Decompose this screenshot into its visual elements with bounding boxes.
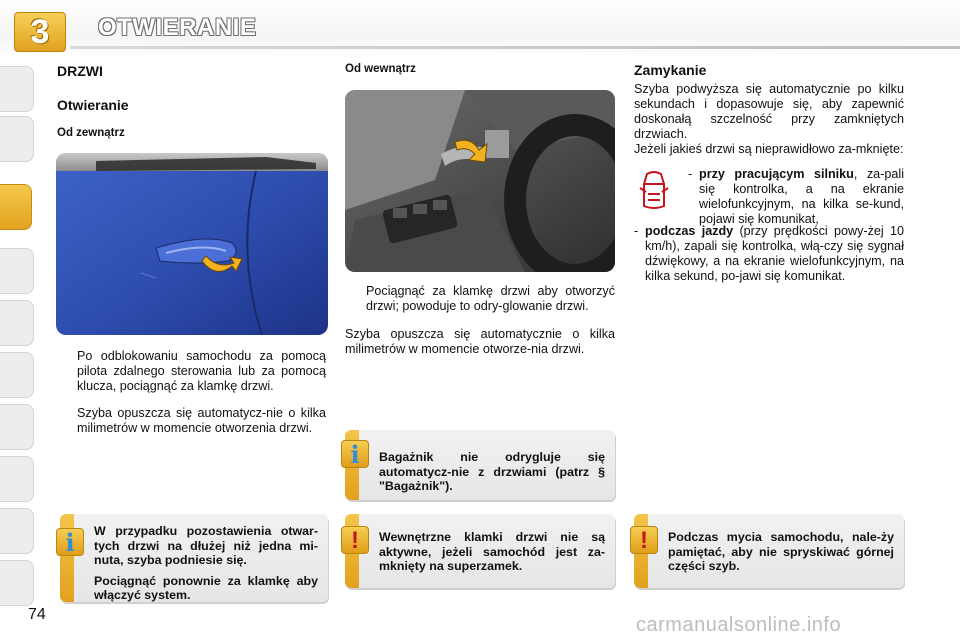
chapter-tab-9[interactable]	[0, 508, 34, 554]
outside-bullet	[77, 349, 326, 394]
closing-item-engine	[688, 167, 904, 227]
exterior-door-handle-photo	[56, 153, 328, 335]
closing-item-engine-bold: przy pracującym silniku	[699, 167, 854, 181]
chapter-tab-5[interactable]	[0, 300, 34, 346]
closing-title: Zamykanie	[634, 62, 707, 78]
info-note-window-text	[94, 524, 318, 603]
chapter-tab-1[interactable]	[0, 66, 34, 112]
warning-icon: !	[341, 526, 369, 554]
warning-note-washing-text: Podczas mycia samochodu, nale-ży pamiętać, aby nie spryskiwać górnej części szyb.	[668, 530, 894, 573]
warning-note-handles	[345, 514, 615, 588]
info-icon: i	[56, 528, 84, 556]
dash-bullet: -	[688, 167, 693, 181]
inside-bullet	[366, 284, 615, 314]
chapter-tab-4[interactable]	[0, 248, 34, 294]
chapter-tab-10[interactable]	[0, 560, 34, 606]
info-note-window-p2: Pociągnąć ponownie za klamkę aby włączyć system.	[94, 573, 318, 602]
chapter-tab-3-active[interactable]	[0, 184, 32, 230]
info-icon: i	[341, 440, 369, 468]
warning-note-washing	[634, 514, 904, 588]
chapter-tab-2[interactable]	[0, 116, 34, 162]
watermark: carmanualsonline.info	[636, 614, 842, 636]
inside-bullet-text: Pociągnąć za klamkę drzwi aby otworzyć drzwi; powoduje to odry-glowanie drzwi.	[366, 284, 615, 313]
chapter-tab-7[interactable]	[0, 404, 34, 450]
info-note-boot	[345, 430, 615, 500]
closing-para-2: Jeżeli jakieś drzwi są nieprawidłowo za-mknięte:	[634, 142, 904, 156]
closing-item-driving-bold: podczas jazdy	[645, 224, 734, 238]
inside-window-text: Szyba opuszcza się automatycznie o kilka milimetrów w momencie otworze-nia drzwi.	[345, 327, 615, 356]
header-rule	[70, 46, 960, 49]
closing-item-driving-text: (przy prędkości powy-żej 10 km/h), zapali się kontrolka, włą-czy się sygnał dźwiękowy, a na ekranie wielofunkcyjnym, na kilka sekund, po-jawi się komunikat.	[645, 224, 904, 283]
outside-bullet-text: Po odblokowaniu samochodu za pomocą pilota zdalnego sterowania lub za pomocą klucza, pociągnąć za klamkę drzwi.	[77, 349, 326, 393]
subsection-title: Otwieranie	[57, 97, 129, 113]
chapter-number-badge: 3	[14, 12, 66, 52]
interior-door-handle-photo	[345, 90, 615, 272]
chapter-tab-6[interactable]	[0, 352, 34, 398]
closing-item-engine-text: , za-pali się kontrolka, a na ekranie wielofunkcyjnym, na kilka se-kund, pojawi się komunikat,	[699, 167, 904, 226]
chapter-title: OTWIERANIE	[98, 14, 257, 41]
section-title: DRZWI	[57, 63, 103, 79]
warning-icon: !	[630, 526, 658, 554]
door-open-warning-icon	[638, 170, 670, 214]
closing-item-driving	[634, 224, 904, 284]
from-outside-title: Od zewnątrz	[57, 127, 125, 139]
warning-note-handles-text: Wewnętrzne klamki drzwi nie są aktywne, jeżeli samochód jest za-mknięty na superzamek.	[379, 530, 605, 573]
info-note-boot-text: Bagażnik nie odrygluje się automatycz-nie z drzwiami (patrz § "Bagażnik").	[379, 450, 605, 493]
page-number: 74	[28, 606, 46, 623]
closing-para-1: Szyba podwyższa się automatycznie po kilku sekundach i dopasowuje się, aby zapewnić doskonałą szczelność przy zamkniętych drzwiach.	[634, 82, 904, 141]
info-note-window	[60, 514, 328, 602]
dash-bullet: -	[634, 224, 639, 238]
info-note-window-p1: W przypadku pozostawienia otwar-tych drzwi na dłużej niż jedna mi-nuta, szyba podniesie się.	[94, 524, 318, 567]
outside-window-text: Szyba opuszcza się automatycz-nie o kilka milimetrów w momencie otworzenia drzwi.	[77, 406, 326, 435]
chapter-tab-8[interactable]	[0, 456, 34, 502]
from-inside-title: Od wewnątrz	[345, 63, 416, 75]
